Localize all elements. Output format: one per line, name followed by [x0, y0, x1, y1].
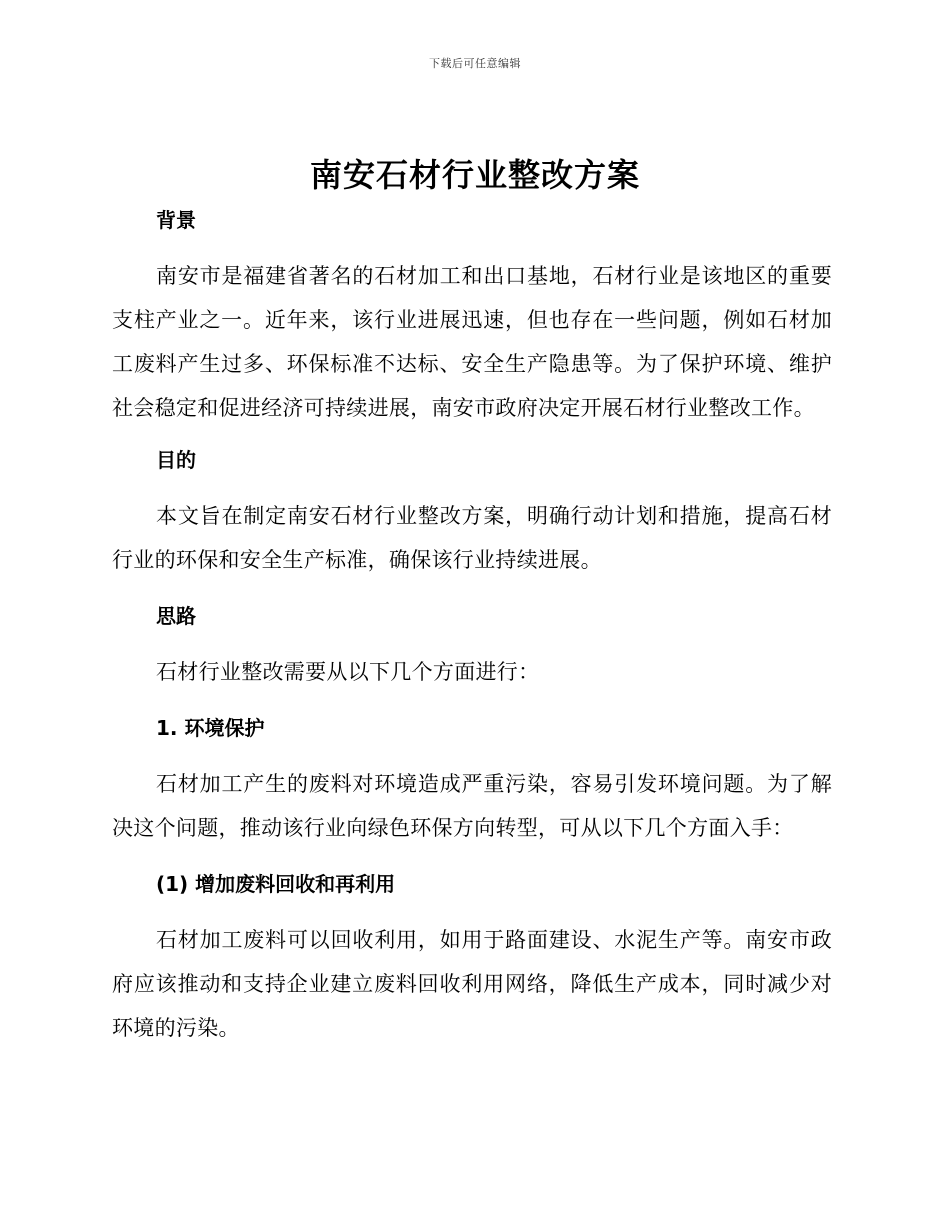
section-heading-environment: 1. 环境保护: [156, 716, 265, 740]
section-heading-purpose: 目的: [156, 448, 196, 472]
section-heading-background: 背景: [156, 208, 196, 232]
paragraph-recycling: 石材加工废料可以回收利用，如用于路面建设、水泥生产等。南安市政府应该推动和支持企业建立废料回收利用网络，降低生产成本，同时减少对环境的污染。: [112, 928, 832, 1040]
paragraph-environment: 石材加工产生的废料对环境造成严重污染，容易引发环境问题。为了解决这个问题，推动该行业向绿色环保方向转型，可从以下几个方面入手：: [112, 772, 832, 840]
paragraph-purpose: 本文旨在制定南安石材行业整改方案，明确行动计划和措施，提高石材行业的环保和安全生产标准，确保该行业持续进展。: [112, 504, 832, 572]
document-title: 南安石材行业整改方案: [309, 156, 640, 194]
document-body: [112, 200, 832, 1050]
header-note: 下载后可任意编辑: [429, 57, 521, 70]
paragraph-background: 南安市是福建省著名的石材加工和出口基地，石材行业是该地区的重要支柱产业之一。近年来，该行业进展迅速，但也存在一些问题，例如石材加工废料产生过多、环保标准不达标、安全生产隐患等。为了保护环境、维护社会稳定和促进经济可持续进展，南安市政府决定开展石材行业整改工作。: [112, 264, 832, 420]
section-heading-approach: 思路: [156, 604, 196, 628]
section-heading-recycling: (1) 增加废料回收和再利用: [156, 872, 396, 896]
paragraph-approach: 石材行业整改需要从以下几个方面进行：: [156, 660, 540, 684]
